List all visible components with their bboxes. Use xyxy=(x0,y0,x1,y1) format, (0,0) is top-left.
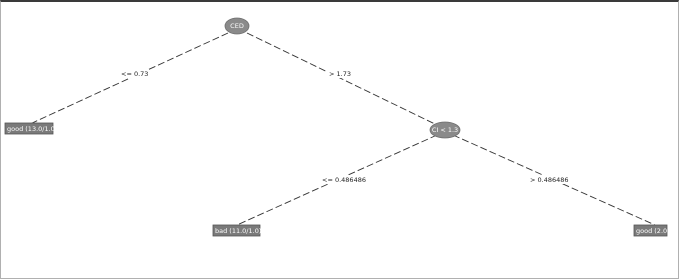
edge-root-to-good-left xyxy=(30,33,228,124)
edge-label-inner-right-text: > 0.486486 xyxy=(530,176,569,184)
edge-label-root-left-text: <= 0.73 xyxy=(121,70,149,78)
inner-node-label: CI < 1.3 xyxy=(431,126,459,134)
root-node-label: CED xyxy=(230,22,244,30)
edge-label-inner-right xyxy=(528,175,569,184)
edge-label-root-right-text: > 1.73 xyxy=(329,70,351,78)
leaf-good-right-label: good (2.0) xyxy=(636,227,670,235)
edge-label-inner-left-text: <= 0.486486 xyxy=(322,176,366,184)
edge-label-root-left xyxy=(119,69,149,78)
leaf-bad-label: bad (11.0/1.0) xyxy=(215,227,262,235)
edge-label-inner-left xyxy=(320,175,366,184)
leaf-good-left-label: good (13.0/1.0) xyxy=(7,125,58,133)
inner-node[interactable] xyxy=(430,122,460,138)
leaf-good-left[interactable] xyxy=(5,123,57,134)
edge-label-root-right xyxy=(327,69,351,78)
root-node[interactable] xyxy=(225,18,249,34)
leaf-bad[interactable] xyxy=(213,225,261,236)
leaf-good-right[interactable] xyxy=(634,225,670,236)
edge-root-to-inner xyxy=(247,33,437,125)
